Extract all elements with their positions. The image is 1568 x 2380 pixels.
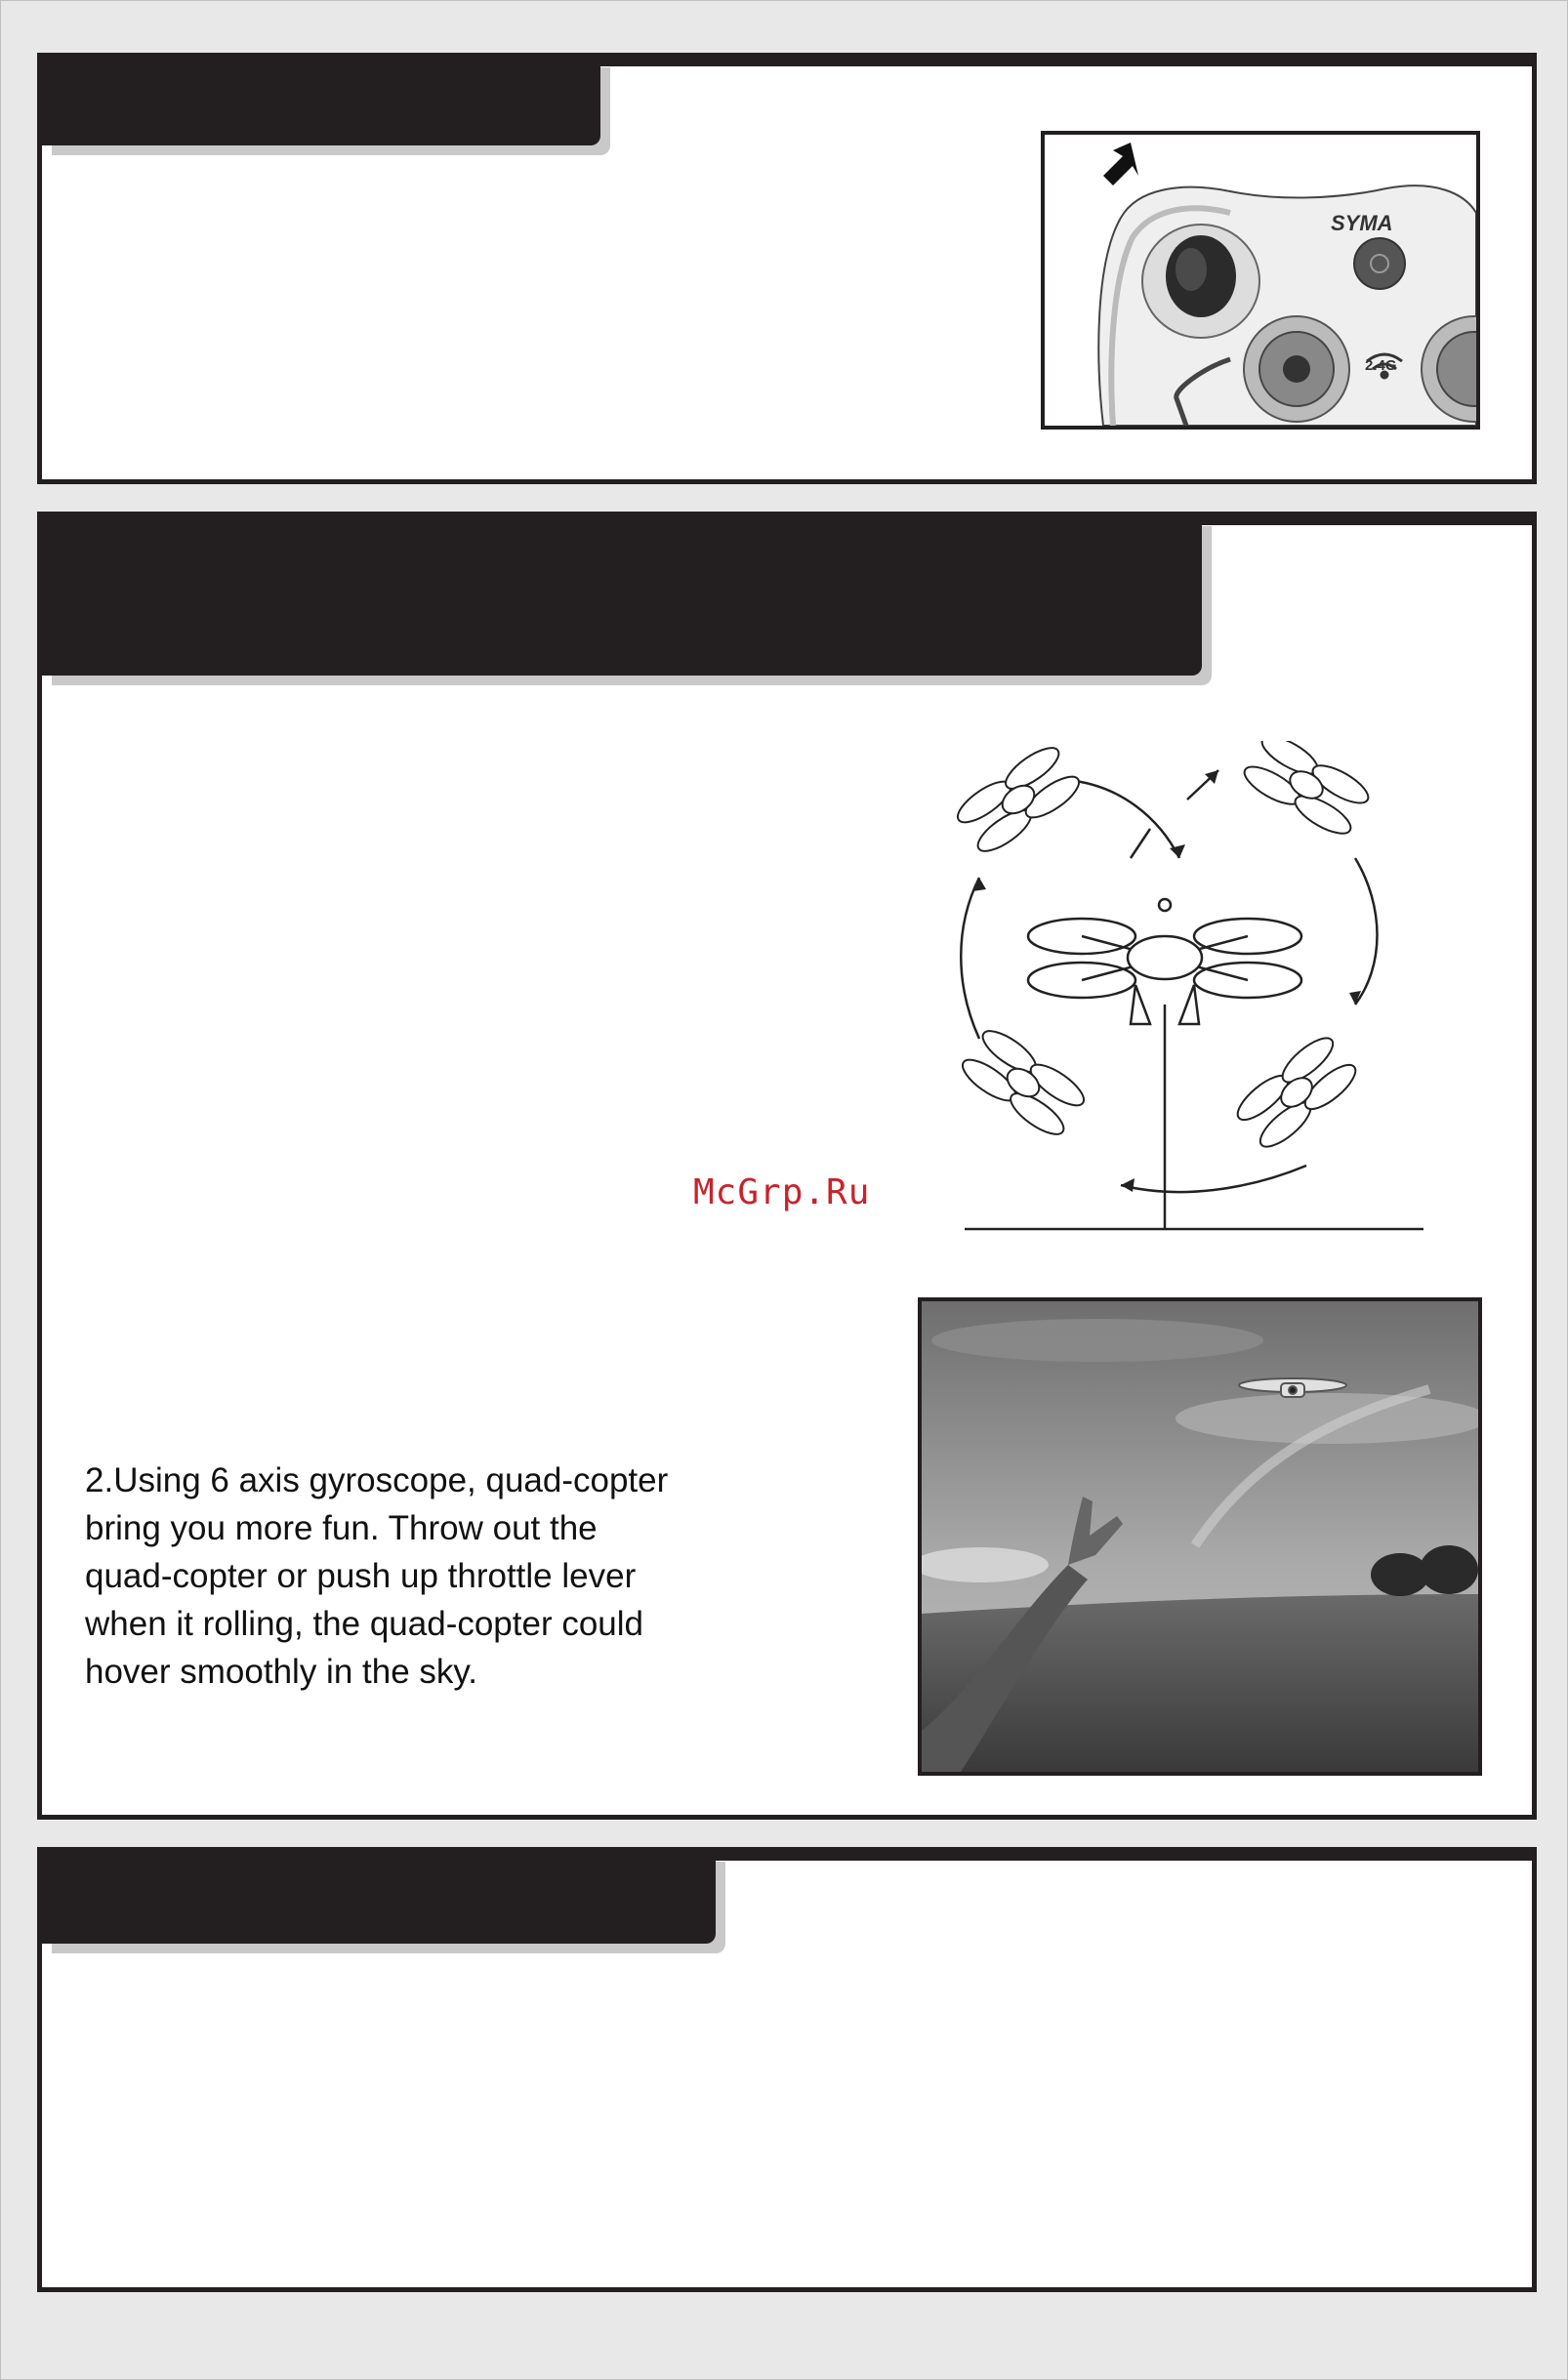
paragraph-line: hover smoothly in the sky. (85, 1653, 478, 1691)
drone-icon (952, 741, 1085, 858)
panel-section-3 (37, 1847, 1537, 2292)
controller-image (1041, 131, 1480, 430)
throw-launch-photo (918, 1297, 1482, 1776)
paragraph-line: bring you more fun. Throw out the (85, 1509, 598, 1547)
drone-icon (1239, 741, 1373, 841)
controller-brand-label: SYMA (1331, 211, 1393, 235)
panel-controller (37, 53, 1537, 484)
controller-frequency-label: 2.4G (1365, 357, 1397, 374)
flip-diagram (926, 741, 1463, 1249)
section-header-tab (42, 1852, 716, 1944)
section-header-tab (42, 58, 600, 145)
drone-icon (957, 1024, 1090, 1141)
paragraph-line: 2.Using 6 axis gyroscope, quad-copter (85, 1461, 669, 1499)
drone-icon (1231, 1031, 1362, 1154)
paragraph-line: quad-copter or push up throttle lever (85, 1557, 637, 1595)
paragraph-line: when it rolling, the quad-copter could (85, 1605, 644, 1643)
gyroscope-paragraph (85, 1457, 668, 1696)
watermark: McGrp.Ru (693, 1172, 871, 1212)
panel-gyroscope (37, 512, 1537, 1820)
section-header-tab (42, 516, 1202, 676)
